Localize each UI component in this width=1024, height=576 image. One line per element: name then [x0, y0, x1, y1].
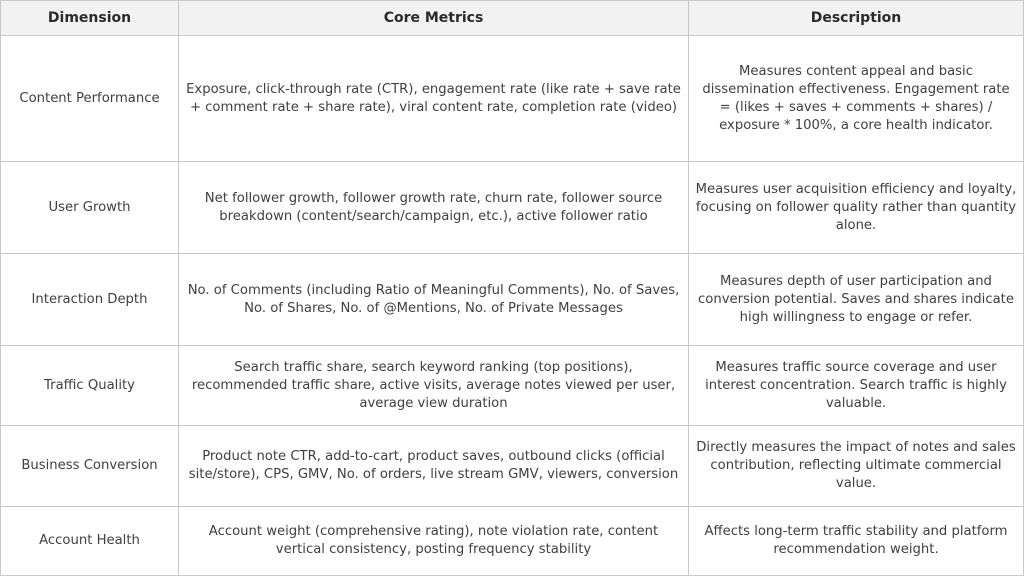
dimension-cell: Interaction Depth — [1, 254, 179, 346]
table-row — [1, 346, 1024, 426]
core-metrics-cell: Net follower growth, follower growth rate, churn rate, follower source breakdown (content/search/campaign, etc.), active follower ratio — [179, 162, 689, 254]
header-description: Description — [689, 1, 1024, 36]
description-cell: Measures user acquisition efficiency and loyalty, focusing on follower quality rather than quantity alone. — [689, 162, 1024, 254]
table-header-row — [1, 1, 1024, 36]
header-core-metrics: Core Metrics — [179, 1, 689, 36]
description-cell: Measures depth of user participation and conversion potential. Saves and shares indicate high willingness to engage or refer. — [689, 254, 1024, 346]
dimension-cell: User Growth — [1, 162, 179, 254]
description-cell: Affects long-term traffic stability and platform recommendation weight. — [689, 507, 1024, 576]
core-metrics-cell: Exposure, click-through rate (CTR), engagement rate (like rate + save rate + comment rate + share rate), viral content rate, completion rate (video) — [179, 36, 689, 162]
description-cell: Directly measures the impact of notes and sales contribution, reflecting ultimate commercial value. — [689, 426, 1024, 507]
description-cell: Measures traffic source coverage and user interest concentration. Search traffic is highly valuable. — [689, 346, 1024, 426]
core-metrics-cell: No. of Comments (including Ratio of Meaningful Comments), No. of Saves, No. of Shares, No. of @Mentions, No. of Private Messages — [179, 254, 689, 346]
table-row — [1, 426, 1024, 507]
header-dimension: Dimension — [1, 1, 179, 36]
table-row — [1, 162, 1024, 254]
dimension-cell: Traffic Quality — [1, 346, 179, 426]
table-row — [1, 254, 1024, 346]
description-cell: Measures content appeal and basic dissemination effectiveness. Engagement rate = (likes + saves + comments + shares) / exposure * 100%, a core health indicator. — [689, 36, 1024, 162]
core-metrics-cell: Account weight (comprehensive rating), note violation rate, content vertical consistency, posting frequency stability — [179, 507, 689, 576]
dimension-cell: Content Performance — [1, 36, 179, 162]
core-metrics-cell: Product note CTR, add-to-cart, product saves, outbound clicks (official site/store), CPS, GMV, No. of orders, live stream GMV, viewers, conversion — [179, 426, 689, 507]
table-row — [1, 36, 1024, 162]
dimension-cell: Business Conversion — [1, 426, 179, 507]
core-metrics-cell: Search traffic share, search keyword ranking (top positions), recommended traffic share, active visits, average notes viewed per user, average view duration — [179, 346, 689, 426]
table-row — [1, 507, 1024, 576]
dimension-cell: Account Health — [1, 507, 179, 576]
